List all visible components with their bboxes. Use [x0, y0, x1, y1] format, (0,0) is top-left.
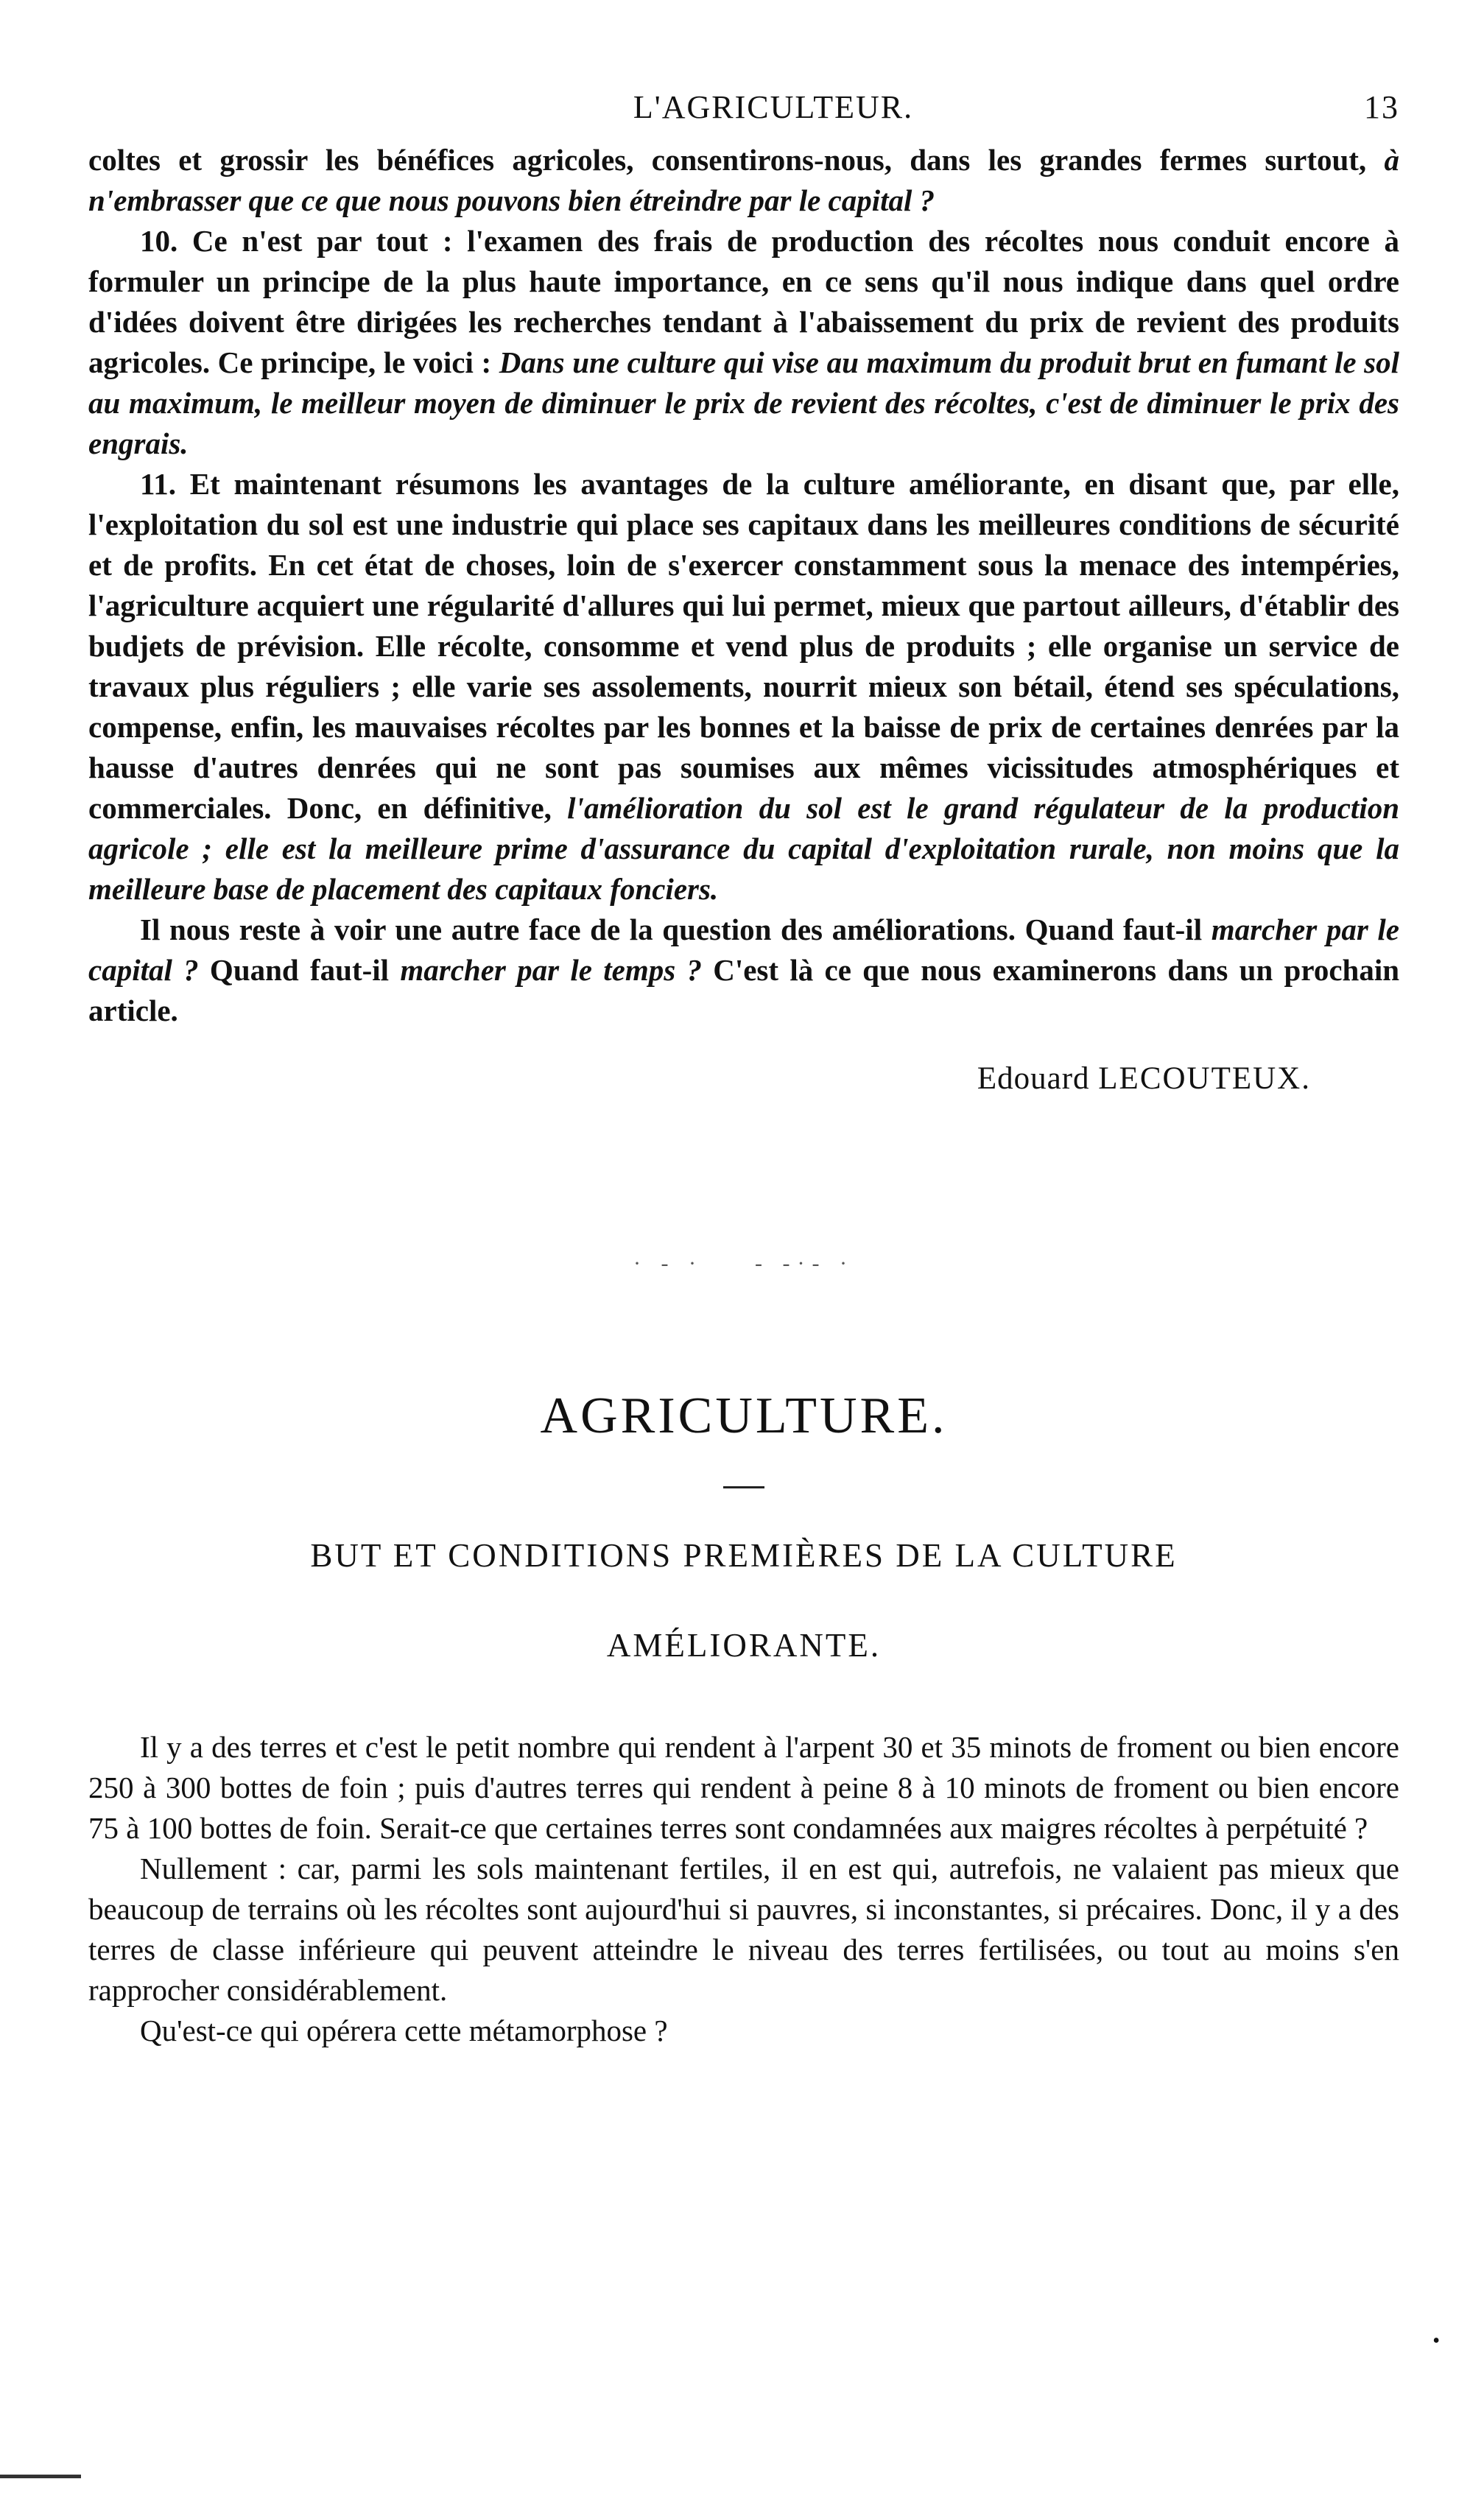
paragraph: Nullement : car, parmi les sols maintenant fertiles, il en est qui, autrefois, ne valaient pas mieux que beaucoup de terrains où les récoltes sont aujourd'hui si pauvres, si inconstantes, si précaires. Donc, il y a des terres de classe inférieure qui peuvent atteindre le niveau des terres fertilisées, ou tout au moins s'en rapprocher considérablement. — [88, 1852, 1399, 2007]
scan-edge-mark — [0, 2475, 81, 2478]
author-last-name: LECOUTEUX. — [1098, 1061, 1311, 1096]
paragraph-text: Et maintenant résumons les avantages de la culture améliorante, en disant que, par elle, l'exploitation du sol est une industrie qui place ses capitaux dans les meilleures conditions de sécurité et de profits. En cet état de choses, loin de s'exercer constamment sous la menace des intempéries, l'agriculture acquiert une régularité d'allures qui lui permet, mieux que partout ailleurs, d'établir des budjets de prévision. Elle récolte, consomme et vend plus de produits ; elle organise un service de travaux plus réguliers ; elle varie ses assolements, nourrit mieux son bétail, étend ses spéculations, compense, enfin, les mauvaises récoltes par les bonnes et la baisse de prix de certaines denrées par la hausse d'autres denrées qui ne sont pas soumises aux mêmes vicissitudes atmosphériques et commerciales. Donc, en définitive, — [88, 467, 1399, 825]
article-subtitle-line-1: BUT ET CONDITIONS PREMIÈRES DE LA CULTURE — [310, 1537, 1178, 1574]
title-rule — [723, 1486, 764, 1488]
paragraph-text: Quand faut-il — [198, 953, 401, 987]
author-signature — [88, 1061, 1399, 1097]
running-header — [88, 88, 1399, 140]
paragraph-closing — [88, 910, 1399, 1031]
page — [88, 88, 1399, 2051]
margin-dot: • — [1432, 2330, 1440, 2352]
author-first-name: Edouard — [977, 1061, 1099, 1096]
paragraph-text: Il nous reste à voir une autre face de la question des améliorations. Quand faut-il — [140, 913, 1212, 946]
paragraph-number: 10. — [140, 224, 178, 258]
paragraph: Il y a des terres et c'est le petit nombre qui rendent à l'arpent 30 et 35 minots de froment ou bien encore 250 à 300 bottes de foin ; puis d'autres terres qui rendent à peine 8 à 10 minots de froment ou bien encore 75 à 100 bottes de foin. Serait-ce que certaines terres sont condamnées aux maigres récoltes à perpétuité ? — [88, 1730, 1399, 1845]
article-continuation — [88, 140, 1399, 1097]
paragraph-emphasis: l'amélioration du sol est le grand régulateur de la production agricole ; elle est la meilleure prime d'assurance du capital d'exploitation rurale, non moins que la meilleure base de placement des capitaux fonciers. — [88, 791, 1399, 906]
section-title: AGRICULTURE. — [540, 1388, 948, 1444]
paragraph-11 — [88, 464, 1399, 910]
paragraph-emphasis: Dans une culture qui vise au maximum du produit brut en fumant le sol au maximum, le meilleur moyen de diminuer le prix de revient des récoltes, c'est de diminuer le prix des engrais. — [88, 345, 1399, 460]
paragraph-text: coltes et grossir les bénéfices agricoles, consentirons-nous, dans les grandes fermes surtout, — [88, 143, 1385, 177]
paragraph-text: Ce n'est par tout : l'examen des frais de production des récoltes nous conduit encore à formuler un principe de la plus haute importance, en ce sens qu'il nous indique dans quel ordre d'idées doivent être dirigées les recherches tendant à l'abaissement du prix de revient des produits agricoles. Ce principe, le voici : — [88, 224, 1399, 379]
paragraph-number: 11. — [140, 467, 176, 501]
paragraph-emphasis: marcher par le temps ? — [400, 953, 702, 987]
section-separator: · - · - -·- · — [633, 1251, 854, 1276]
running-title: L'AGRICULTEUR. — [633, 89, 914, 125]
article-body — [88, 1727, 1399, 2051]
article-subtitle-line-2: AMÉLIORANTE. — [606, 1627, 882, 1664]
paragraph-emphasis: marcher par le capital ? — [88, 913, 1399, 987]
paragraph: Qu'est-ce qui opérera cette métamorphose ? — [140, 2014, 668, 2047]
paragraph-text: C'est là ce que nous examinerons dans un prochain article. — [88, 953, 1400, 1027]
paragraph-emphasis: à n'embrasser que ce que nous pouvons bien étreindre par le capital ? — [88, 143, 1399, 217]
page-number: 13 — [1364, 89, 1399, 125]
paragraph-9-end — [88, 140, 1399, 221]
paragraph-10 — [88, 221, 1399, 464]
